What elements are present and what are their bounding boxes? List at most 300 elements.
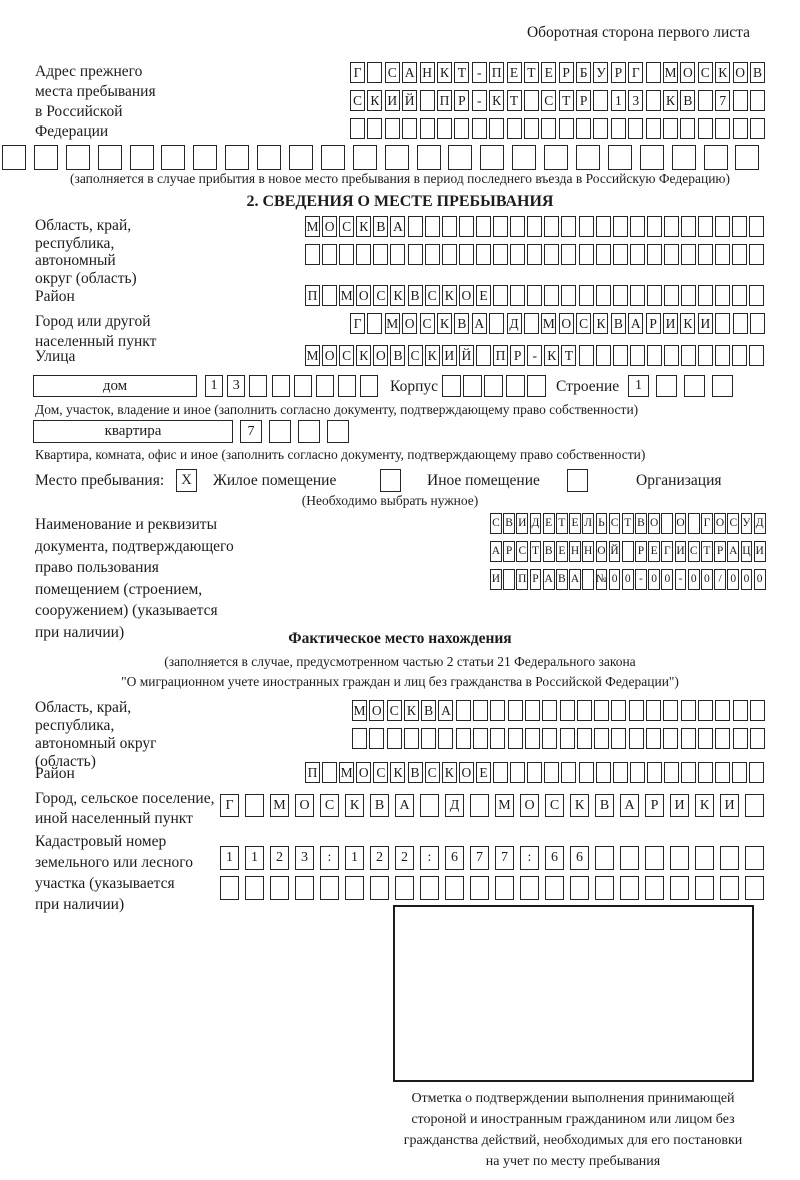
actual-district-label: Район [35,765,75,782]
char-box: Г [628,62,643,83]
char-box [321,145,345,170]
char-box [272,375,290,397]
char-box [647,244,662,265]
char-box [561,285,576,306]
char-box [596,216,611,237]
char-box [695,846,714,870]
char-box [130,145,154,170]
char-box [385,118,400,139]
char-box [749,345,764,366]
char-box: К [437,62,452,83]
char-box [541,118,556,139]
char-box: Г [220,794,239,817]
char-box: М [305,345,320,366]
organization-option-label: Организация [636,472,722,489]
char-box: Р [454,90,469,111]
label-line: право пользования [35,559,159,576]
ownership-doc-label [35,514,234,643]
char-box [629,700,644,721]
char-box [577,728,592,749]
region-row-1 [305,216,764,237]
char-box [459,216,474,237]
char-box [698,700,713,721]
char-box: 3 [295,846,314,870]
char-box: Р [510,345,525,366]
label-line: места пребывания [35,83,156,100]
caption-line: Отметка о подтверждении выполнения принимающей [411,1091,735,1106]
char-box: С [727,513,739,534]
char-box: С [425,285,440,306]
char-box: 0 [727,569,739,590]
char-box [681,762,696,783]
actual-location-note-2: "О миграционном учете иностранных граждан и лиц без гражданства в Российской Федерации") [121,674,679,689]
char-box: О [459,285,474,306]
label-line: Федерации [35,123,109,140]
char-box [593,118,608,139]
char-box [720,846,739,870]
house-number-row [205,375,378,397]
char-box [524,118,539,139]
char-box [339,244,354,265]
char-box [745,876,764,900]
char-box [493,216,508,237]
char-box [510,762,525,783]
other-premises-option-label: Иное помещение [427,472,540,489]
char-box: Р [530,569,542,590]
char-box [732,762,747,783]
stroenie-row [628,375,733,397]
char-box [749,285,764,306]
char-box [681,244,696,265]
char-box [620,846,639,870]
char-box: И [442,345,457,366]
char-box: Д [445,794,464,817]
char-box [367,118,382,139]
char-box [463,375,482,397]
char-box: М [352,700,367,721]
district-row [305,285,764,306]
char-box [750,700,765,721]
house-caption: Дом, участок, владение и иное (заполнить согласно документу, подтверждающему право собственности) [35,402,639,417]
char-box: Т [556,513,568,534]
char-box [476,216,491,237]
char-box [698,216,713,237]
residential-option-label: Жилое помещение [213,472,337,489]
prev-address-row-2 [350,90,765,111]
char-box [470,794,489,817]
char-box: В [370,794,389,817]
char-box [510,285,525,306]
char-box: К [442,762,457,783]
char-box [681,285,696,306]
char-box [493,762,508,783]
char-box: А [472,313,487,334]
char-box [698,728,713,749]
stamp-caption [363,1088,783,1172]
char-box: С [373,285,388,306]
char-box: С [339,345,354,366]
char-box [646,728,661,749]
char-box [527,216,542,237]
char-box: 0 [701,569,713,590]
house-field-box: дом [33,375,197,397]
char-box [454,118,469,139]
char-box: 7 [470,846,489,870]
label-line: при наличии) [35,896,125,913]
char-box: С [688,541,700,562]
char-box: Т [530,541,542,562]
char-box: К [570,794,589,817]
char-box: Н [420,62,435,83]
char-box: С [385,62,400,83]
char-box [613,244,628,265]
char-box [561,244,576,265]
char-box: Р [611,62,626,83]
section2-title: 2. СВЕДЕНИЯ О МЕСТЕ ПРЕБЫВАНИЯ [246,193,554,210]
char-box: Р [635,541,647,562]
char-box [647,762,662,783]
char-box [670,876,689,900]
char-box [670,846,689,870]
char-box [560,728,575,749]
char-box: Й [609,541,621,562]
char-box: А [438,700,453,721]
char-box: О [356,285,371,306]
actual-location-title: Фактическое место нахождения [288,630,512,647]
char-box: Л [582,513,594,534]
char-box [66,145,90,170]
char-box: В [503,513,515,534]
char-box [735,145,759,170]
char-box: 0 [648,569,660,590]
char-box [620,876,639,900]
char-box [345,876,364,900]
char-box [720,876,739,900]
char-box [663,118,678,139]
char-box [579,216,594,237]
char-box [560,700,575,721]
char-box: О [356,762,371,783]
char-box [98,145,122,170]
char-box: С [541,90,556,111]
char-box [698,345,713,366]
char-box [630,762,645,783]
label-line: помещением (строением, [35,580,203,598]
char-box [322,285,337,306]
back-side-note: Оборотная сторона первого листа [526,24,750,41]
char-box [681,345,696,366]
char-box: П [489,62,504,83]
char-box [733,90,748,111]
char-box [395,876,414,900]
char-box: Б [576,62,591,83]
label-line: Кадастровый номер [35,833,167,850]
char-box [2,145,26,170]
char-box [527,762,542,783]
char-box [645,846,664,870]
char-box [408,216,423,237]
char-box [338,375,356,397]
char-box [298,420,320,443]
char-box: 0 [661,569,673,590]
char-box: О [402,313,417,334]
ownership-doc-row-3 [490,569,766,590]
label-line: автономный округ [35,735,157,752]
char-box: А [395,794,414,817]
char-box: Е [556,541,568,562]
char-box [385,145,409,170]
char-box [507,118,522,139]
char-box: К [404,700,419,721]
char-box: 1 [345,846,364,870]
char-box: 3 [227,375,245,397]
char-box [448,145,472,170]
label-line: населенный пункт [35,333,157,350]
district-label: Район [35,288,75,305]
char-box [542,728,557,749]
char-box [613,285,628,306]
char-box: Е [543,513,555,534]
label-line: иной населенный пункт [35,810,193,827]
char-box: - [472,62,487,83]
char-box [745,846,764,870]
char-box [524,313,539,334]
char-box: С [698,62,713,83]
char-box: Т [524,62,539,83]
char-box: П [493,345,508,366]
char-box [732,244,747,265]
char-box: 1 [220,846,239,870]
char-box [715,118,730,139]
char-box: И [516,513,528,534]
char-box [596,762,611,783]
char-box: К [390,285,405,306]
char-box: В [750,62,765,83]
char-box [510,216,525,237]
char-box [294,375,312,397]
caption-line: гражданства действий, необходимых для его постановки [403,1133,743,1148]
char-box [594,700,609,721]
char-box [269,420,291,443]
char-box: К [593,313,608,334]
char-box [629,728,644,749]
char-box: Р [559,62,574,83]
char-box [579,244,594,265]
char-box [352,728,367,749]
char-box [749,216,764,237]
char-box [445,876,464,900]
char-box: М [495,794,514,817]
char-box: О [675,513,687,534]
char-box: О [714,513,726,534]
char-box [596,285,611,306]
char-box: С [545,794,564,817]
char-box [715,244,730,265]
char-box: 0 [741,569,753,590]
char-box: В [595,794,614,817]
char-box [715,216,730,237]
char-box [245,876,264,900]
char-box [688,513,700,534]
char-box [749,244,764,265]
char-box [647,345,662,366]
char-box [745,794,764,817]
prev-address-row-4 [2,145,759,170]
char-box: С [420,313,435,334]
char-box [579,345,594,366]
char-box: № [596,569,608,590]
city-label [35,312,156,352]
cadastre-row-1 [220,846,764,870]
char-box [493,285,508,306]
char-box: С [408,345,423,366]
char-box [544,216,559,237]
char-box: 0 [688,569,700,590]
char-box [732,216,747,237]
char-box [508,700,523,721]
char-box [664,762,679,783]
region-row-2 [305,244,764,265]
prev-address-row-3 [350,118,765,139]
street-row [305,345,764,366]
char-box: Ц [741,541,753,562]
char-box [360,375,378,397]
char-box: 2 [270,846,289,870]
char-box: П [305,762,320,783]
char-box: К [367,90,382,111]
stay-place-label: Место пребывания: [35,472,165,489]
char-box: - [675,569,687,590]
cadastre-label [35,831,193,915]
char-box: 0 [622,569,634,590]
char-box: М [339,285,354,306]
char-box [663,700,678,721]
char-box: Т [454,62,469,83]
char-box [373,244,388,265]
char-box [733,728,748,749]
char-box [733,118,748,139]
char-box [512,145,536,170]
label-line: документа, подтверждающего [35,537,234,555]
char-box [640,145,664,170]
char-box: Е [541,62,556,83]
char-box [245,794,264,817]
char-box [425,216,440,237]
char-box [489,313,504,334]
label-line: земельного или лесного [35,854,193,871]
char-box [525,728,540,749]
char-box [579,285,594,306]
char-box: Т [561,345,576,366]
label-line: Наименование и реквизиты [35,516,217,533]
char-box [681,216,696,237]
char-box [34,145,58,170]
prev-address-caption: (заполняется в случае прибытия в новое место пребывания в период последнего въезда в Российскую Федерацию) [69,171,731,186]
char-box: М [270,794,289,817]
char-box [646,118,661,139]
char-box [508,728,523,749]
char-box [582,569,594,590]
label-line: автономный [35,252,116,269]
char-box [476,244,491,265]
char-box [367,313,382,334]
char-box [715,700,730,721]
char-box: Г [350,62,365,83]
actual-location-note-1: (заполняется в случае, предусмотренном частью 2 статьи 21 Федерального закона [164,654,636,669]
prev-address-row-1 [350,62,765,83]
char-box: 0 [609,569,621,590]
char-box [420,794,439,817]
char-box: П [305,285,320,306]
char-box [316,375,334,397]
char-box [695,876,714,900]
char-box [289,145,313,170]
label-line: республика, [35,717,115,734]
char-box [161,145,185,170]
char-box [664,244,679,265]
char-box: И [670,794,689,817]
char-box: М [663,62,678,83]
char-box: Т [701,541,713,562]
char-box: О [459,762,474,783]
char-box: П [516,569,528,590]
char-box [630,216,645,237]
street-label: Улица [35,348,76,365]
char-box [611,118,626,139]
char-box [628,118,643,139]
apartment-field-box: квартира [33,420,233,443]
region-label [35,217,137,287]
char-box [732,285,747,306]
char-box: У [593,62,608,83]
residential-checkbox: X [176,469,197,492]
char-box: С [609,513,621,534]
char-box: И [663,313,678,334]
char-box [698,90,713,111]
char-box: Р [646,313,661,334]
char-box: Д [530,513,542,534]
char-box [320,876,339,900]
char-box [681,728,696,749]
char-box: В [454,313,469,334]
char-box: Г [701,513,713,534]
char-box [270,876,289,900]
actual-region-label [35,699,157,771]
char-box [356,244,371,265]
char-box: А [402,62,417,83]
char-box [420,876,439,900]
char-box [456,728,471,749]
actual-region-row-1 [352,700,765,721]
char-box [459,244,474,265]
char-box: - [635,569,647,590]
city-row [350,313,765,334]
char-box: Т [559,90,574,111]
char-box: 0 [754,569,766,590]
char-box [327,420,349,443]
char-box [715,313,730,334]
char-box [220,876,239,900]
char-box [257,145,281,170]
char-box [305,244,320,265]
char-box [664,216,679,237]
char-box: А [543,569,555,590]
char-box [225,145,249,170]
char-box: И [490,569,502,590]
char-box: 2 [370,846,389,870]
char-box [732,345,747,366]
char-box: Е [569,513,581,534]
